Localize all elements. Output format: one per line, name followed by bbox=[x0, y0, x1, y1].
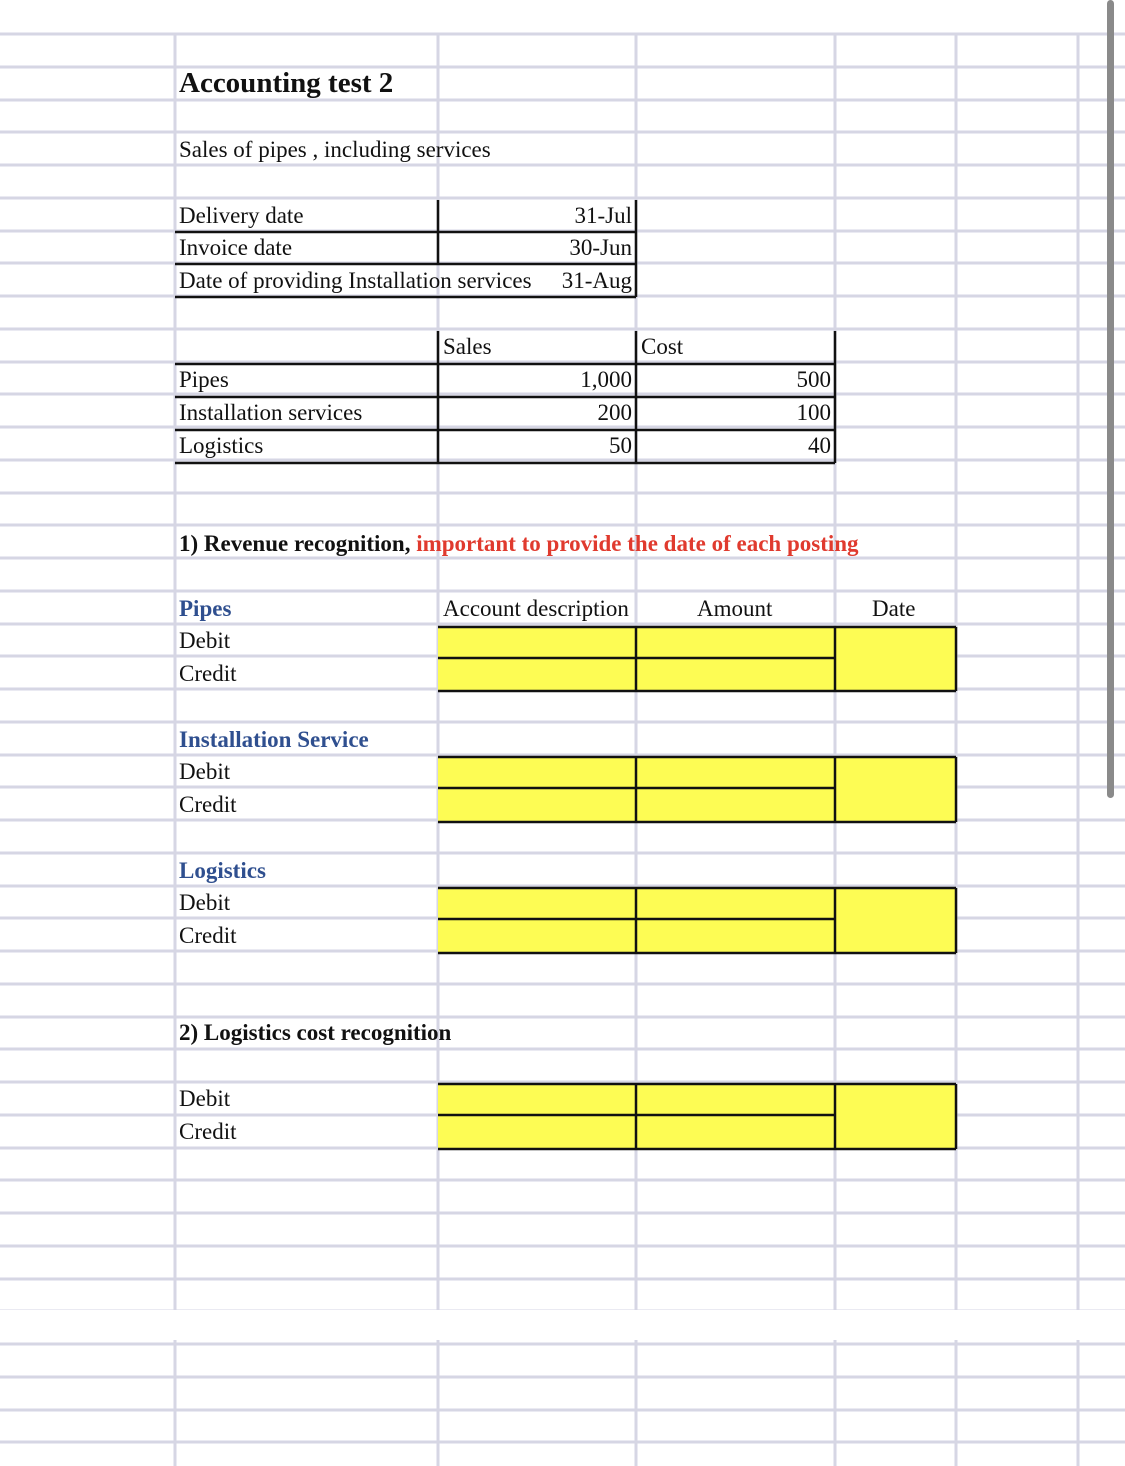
installation-credit-label: Credit bbox=[179, 792, 237, 817]
delivery-date-label: Delivery date bbox=[179, 203, 304, 228]
cost-credit-label: Credit bbox=[179, 1119, 237, 1144]
question-2-heading: 2) Logistics cost recognition bbox=[179, 1020, 452, 1045]
pipes-credit-label: Credit bbox=[179, 661, 237, 686]
account-description-header: Account description bbox=[443, 596, 629, 621]
installation-date-label: Date of providing Installation services bbox=[179, 268, 532, 293]
table-row-label: Logistics bbox=[179, 433, 264, 458]
sheet-title: Accounting test 2 bbox=[179, 67, 394, 99]
logistics-section-title: Logistics bbox=[179, 858, 266, 883]
date-header: Date bbox=[872, 596, 916, 621]
invoice-date-label: Invoice date bbox=[179, 235, 293, 260]
sheet-subtitle: Sales of pipes , including services bbox=[179, 137, 491, 162]
cost-debit-label: Debit bbox=[179, 1086, 231, 1111]
table-row-cost: 100 bbox=[796, 400, 831, 425]
table-row-sales: 200 bbox=[597, 400, 632, 425]
installation-debit-label: Debit bbox=[179, 759, 231, 784]
amount-header: Amount bbox=[697, 596, 773, 621]
installation-section-title: Installation Service bbox=[179, 727, 369, 752]
table-row-sales: 1,000 bbox=[580, 367, 632, 392]
logistics-credit-label: Credit bbox=[179, 923, 237, 948]
pipes-debit-label: Debit bbox=[179, 628, 231, 653]
logistics-debit-label: Debit bbox=[179, 890, 231, 915]
table-row-label: Pipes bbox=[179, 367, 229, 392]
pipes-section-title: Pipes bbox=[179, 596, 232, 621]
table-row-label: Installation services bbox=[179, 400, 363, 425]
table-row-sales: 50 bbox=[609, 433, 632, 458]
table-row-cost: 40 bbox=[808, 433, 831, 458]
vertical-scrollbar[interactable] bbox=[1107, 0, 1114, 798]
installation-date-value: 31-Aug bbox=[561, 268, 632, 293]
question-1-emphasis: important to provide the date of each posting bbox=[416, 531, 859, 556]
question-1-heading bbox=[179, 530, 859, 558]
table-row-cost: 500 bbox=[796, 367, 831, 392]
question-1-prefix: 1) Revenue recognition, bbox=[179, 531, 417, 556]
sales-column-header: Sales bbox=[443, 334, 492, 359]
invoice-date-value: 30-Jun bbox=[569, 235, 632, 260]
cost-column-header: Cost bbox=[641, 334, 684, 359]
delivery-date-value: 31-Jul bbox=[574, 203, 632, 228]
